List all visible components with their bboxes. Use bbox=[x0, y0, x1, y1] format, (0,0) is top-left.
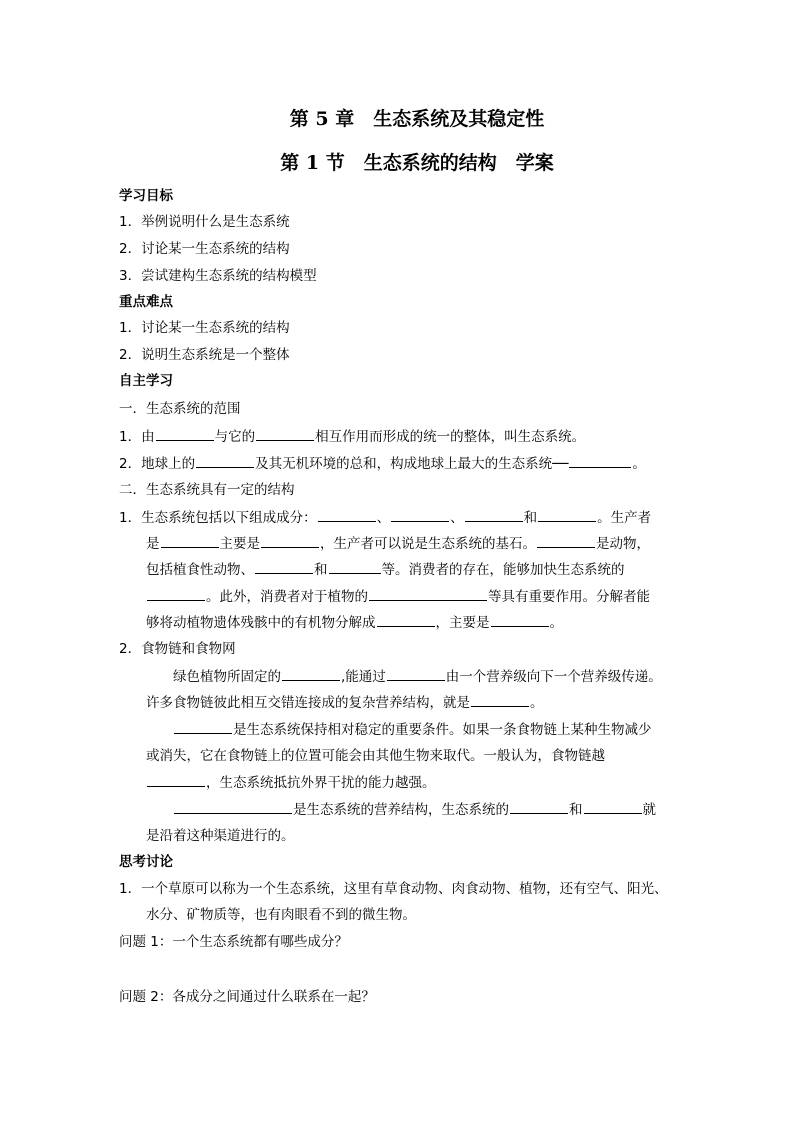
answer-blank[interactable] bbox=[196, 454, 254, 468]
fill-line bbox=[119, 427, 585, 446]
discussion-heading: 思考讨论 bbox=[119, 854, 173, 870]
answer-blank[interactable] bbox=[256, 427, 314, 441]
fill-line bbox=[146, 613, 563, 632]
answer-blank[interactable] bbox=[147, 773, 205, 787]
goals-heading: 学习目标 bbox=[119, 188, 173, 204]
answer-blank[interactable] bbox=[584, 800, 642, 814]
text-segment: 1．生态系统包括以下组成成分： bbox=[119, 510, 317, 526]
answer-blank[interactable] bbox=[255, 560, 313, 574]
answer-blank[interactable] bbox=[537, 534, 595, 548]
fill-line bbox=[146, 534, 650, 553]
answer-blank[interactable] bbox=[329, 560, 381, 574]
text-segment: 等具有重要作用。分解者能 bbox=[488, 589, 650, 605]
fill-line bbox=[119, 454, 646, 473]
text-segment: 是 bbox=[146, 536, 160, 552]
chapter-title: 第 5 章 生态系统及其稳定性 bbox=[289, 108, 545, 130]
part2-title: 二．生态系统具有一定的结构 bbox=[119, 482, 295, 498]
answer-blank[interactable] bbox=[156, 427, 214, 441]
text-segment: 、 bbox=[376, 510, 391, 526]
fill-line bbox=[146, 560, 625, 579]
goal-item: 1．举例说明什么是生态系统 bbox=[119, 214, 290, 230]
answer-blank[interactable] bbox=[282, 667, 340, 681]
food-chain-title: 2．食物链和食物网 bbox=[119, 641, 236, 657]
text-segment: 。生产者 bbox=[597, 510, 652, 526]
discussion-text: 水分、矿物质等，也有肉眼看不到的微生物。 bbox=[146, 907, 416, 923]
fill-line bbox=[146, 693, 544, 712]
text-segment: 。此外，消费者对于植物的 bbox=[206, 589, 368, 605]
text-line: 是沿着这种渠道进行的。 bbox=[146, 828, 295, 844]
fill-line bbox=[173, 667, 662, 686]
text-segment: 。 bbox=[530, 695, 544, 711]
question-1: 问题 1：一个生态系统都有哪些成分？ bbox=[119, 934, 348, 950]
fill-line bbox=[119, 508, 651, 527]
text-segment: 等。消费者的存在，能够加快生态系统的 bbox=[381, 562, 625, 578]
answer-blank[interactable] bbox=[569, 454, 631, 468]
text-segment: ，生产者可以说是生态系统的基石。 bbox=[320, 536, 536, 552]
text-segment: 。 bbox=[549, 615, 563, 631]
section-title: 第 1 节 生态系统的结构 学案 bbox=[280, 152, 554, 174]
answer-blank[interactable] bbox=[491, 613, 549, 627]
question-2: 问题 2：各成分之间通过什么联系在一起？ bbox=[119, 989, 375, 1005]
discussion-text: 1．一个草原可以称为一个生态系统，这里有草食动物、肉食动物、植物，还有空气、阳光、 bbox=[119, 881, 668, 897]
goal-item: 3．尝试建构生态系统的结构模型 bbox=[119, 268, 317, 284]
answer-blank[interactable] bbox=[147, 587, 205, 601]
answer-blank[interactable] bbox=[391, 508, 449, 522]
text-segment: 主要是 bbox=[219, 536, 260, 552]
answer-blank[interactable] bbox=[174, 720, 232, 734]
answer-blank[interactable] bbox=[471, 693, 529, 707]
text-segment: 由一个营养级向下一个营养级传递。 bbox=[445, 669, 662, 685]
answer-blank[interactable] bbox=[161, 534, 219, 548]
text-segment: 、 bbox=[450, 510, 464, 526]
goal-item: 2．讨论某一生态系统的结构 bbox=[119, 241, 290, 257]
text-segment: ，生态系统抵抗外界干扰的能力越强。 bbox=[206, 775, 436, 791]
fill-line bbox=[146, 587, 650, 606]
text-segment: 及其无机环境的总和，构成地球上最大的生态系统── bbox=[255, 456, 569, 472]
part1-title: 一．生态系统的范围 bbox=[119, 401, 241, 417]
keypoints-heading: 重点难点 bbox=[119, 294, 173, 310]
text-segment: 2．地球上的 bbox=[119, 456, 196, 472]
text-segment: 。 bbox=[632, 456, 646, 472]
text-segment: 和 bbox=[523, 510, 538, 526]
text-segment: 许多食物链彼此相互交错连接成的复杂营养结构，就是 bbox=[146, 695, 470, 711]
text-segment: 够将动植物遗体残骸中的有机物分解成 bbox=[146, 615, 376, 631]
text-segment: 绿色植物所固定的 bbox=[173, 669, 281, 685]
answer-blank[interactable] bbox=[510, 800, 568, 814]
self-study-heading: 自主学习 bbox=[119, 373, 173, 389]
text-segment: ，主要是 bbox=[435, 615, 490, 631]
text-segment: 和 bbox=[314, 562, 328, 578]
text-segment: 是动物， bbox=[596, 536, 650, 552]
text-segment: 是生态系统保持相对稳定的重要条件。如果一条食物链上某种生物减少 bbox=[233, 722, 652, 738]
text-segment: 和 bbox=[569, 802, 583, 818]
answer-blank[interactable] bbox=[174, 800, 292, 814]
answer-blank[interactable] bbox=[377, 613, 435, 627]
answer-blank[interactable] bbox=[465, 508, 523, 522]
text-segment: 相互作用而形成的统一的整体，叫生态系统。 bbox=[315, 429, 586, 445]
fill-line bbox=[173, 720, 652, 739]
answer-blank[interactable] bbox=[369, 587, 487, 601]
keypoint-item: 1．讨论某一生态系统的结构 bbox=[119, 320, 290, 336]
text-segment: 是生态系统的营养结构，生态系统的 bbox=[293, 802, 509, 818]
text-segment: 1．由 bbox=[119, 429, 155, 445]
text-segment: 包括植食性动物、 bbox=[146, 562, 254, 578]
keypoint-item: 2．说明生态系统是一个整体 bbox=[119, 347, 290, 363]
text-segment: 与它的 bbox=[214, 429, 256, 445]
answer-blank[interactable] bbox=[318, 508, 376, 522]
fill-line bbox=[146, 773, 436, 792]
text-line: 或消失，它在食物链上的位置可能会由其他生物来取代。一般认为，食物链越 bbox=[146, 748, 605, 764]
text-segment: ,能通过 bbox=[341, 669, 386, 685]
answer-blank[interactable] bbox=[538, 508, 596, 522]
fill-line bbox=[173, 800, 656, 819]
answer-blank[interactable] bbox=[261, 534, 319, 548]
answer-blank[interactable] bbox=[387, 667, 445, 681]
text-segment: 就 bbox=[642, 802, 656, 818]
